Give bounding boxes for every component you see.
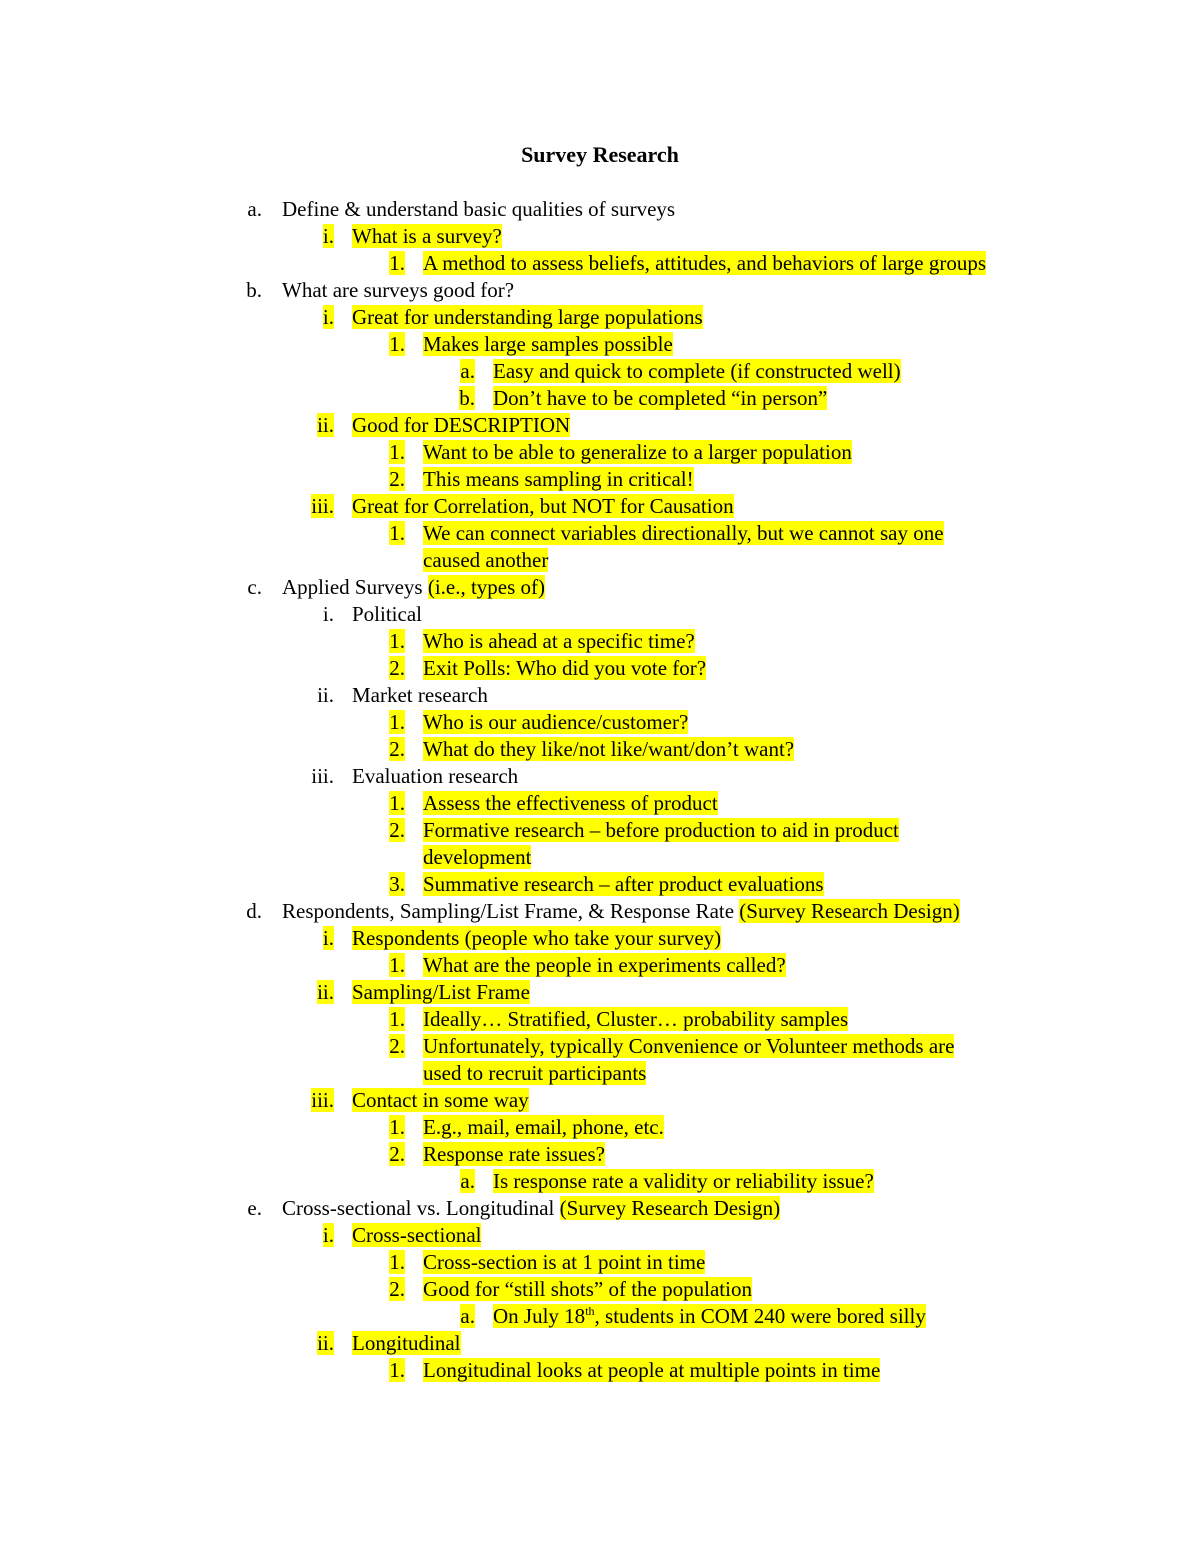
outline-item xyxy=(0,817,1200,844)
outline-item-marker xyxy=(280,1330,334,1357)
item-text: Formative research – before production to aid in product xyxy=(423,818,899,842)
marker-text: 1. xyxy=(389,710,405,734)
item-text-highlighted: (Survey Research Design) xyxy=(739,899,960,923)
outline-item xyxy=(0,682,1200,709)
outline-item-marker xyxy=(440,1303,475,1330)
outline-item-text xyxy=(352,925,721,952)
item-text: Respondents, Sampling/List Frame, & Response Rate xyxy=(282,899,735,923)
outline-item xyxy=(0,1006,1200,1033)
outline-item xyxy=(0,601,1200,628)
outline-item-marker xyxy=(280,925,334,952)
marker-text: iii. xyxy=(311,494,334,518)
outline-item-text xyxy=(423,520,944,547)
outline-item xyxy=(0,898,1200,925)
outline-item-marker xyxy=(370,466,405,493)
outline-item xyxy=(0,1330,1200,1357)
item-text: What is a survey? xyxy=(352,224,502,248)
item-text: Don’t have to be completed “in person” xyxy=(493,386,828,410)
item-text: Want to be able to generalize to a larger population xyxy=(423,440,852,464)
outline-item-marker xyxy=(200,574,262,601)
marker-text: 1. xyxy=(389,1250,405,1274)
outline-item-text xyxy=(423,1249,705,1276)
outline-item xyxy=(0,331,1200,358)
item-text: Longitudinal xyxy=(352,1331,461,1355)
outline-item-text xyxy=(423,250,986,277)
outline-item-marker xyxy=(280,304,334,331)
item-text: Sampling/List Frame xyxy=(352,980,530,1004)
outline-item xyxy=(0,304,1200,331)
item-text: What do they like/not like/want/don’t want? xyxy=(423,737,795,761)
outline-item xyxy=(0,385,1200,412)
item-text: Unfortunately, typically Convenience or Volunteer methods are xyxy=(423,1034,955,1058)
item-text: Cross-section is at 1 point in time xyxy=(423,1250,706,1274)
item-text: Evaluation research xyxy=(352,764,519,788)
outline-item-text xyxy=(352,1330,461,1357)
item-text: What are surveys good for? xyxy=(282,278,515,302)
outline-item-text xyxy=(423,547,548,574)
outline-item xyxy=(0,1033,1200,1060)
outline-item xyxy=(0,439,1200,466)
item-text: caused another xyxy=(423,548,549,572)
marker-text: 1. xyxy=(389,1115,405,1139)
item-text: A method to assess beliefs, attitudes, and behaviors of large groups xyxy=(423,251,987,275)
item-text: Summative research – after product evaluations xyxy=(423,872,824,896)
marker-text: 1. xyxy=(389,629,405,653)
marker-text: iii. xyxy=(311,1088,334,1112)
marker-text: i. xyxy=(322,602,334,626)
outline-item-text xyxy=(423,1276,752,1303)
marker-text: 2. xyxy=(389,467,405,491)
marker-text: 1. xyxy=(389,1007,405,1031)
outline-item xyxy=(0,763,1200,790)
outline-item xyxy=(0,1276,1200,1303)
marker-text: i. xyxy=(322,1223,334,1247)
outline-item-marker xyxy=(370,1249,405,1276)
marker-text: 1. xyxy=(389,791,405,815)
outline-item xyxy=(0,493,1200,520)
outline-item xyxy=(0,250,1200,277)
outline-item xyxy=(0,1249,1200,1276)
marker-text: i. xyxy=(322,926,334,950)
outline-item-marker xyxy=(280,763,334,790)
outline-item-text xyxy=(352,1087,529,1114)
outline-item-marker xyxy=(370,817,405,844)
outline-item-marker xyxy=(440,1168,475,1195)
outline-item xyxy=(0,412,1200,439)
outline-item-text xyxy=(423,1006,848,1033)
outline-item xyxy=(0,547,1200,574)
outline-item-marker xyxy=(200,277,262,304)
item-text: Applied Surveys xyxy=(282,575,423,599)
outline-item-text xyxy=(423,1060,646,1087)
outline-item-text xyxy=(423,439,852,466)
outline-item-marker xyxy=(200,898,262,925)
item-text: Cross-sectional vs. Longitudinal xyxy=(282,1196,555,1220)
item-text: What are the people in experiments called? xyxy=(423,953,786,977)
marker-text: 1. xyxy=(389,953,405,977)
outline-item-text xyxy=(423,790,718,817)
outline-item xyxy=(0,1222,1200,1249)
outline-item-marker xyxy=(370,1357,405,1384)
outline-item xyxy=(0,466,1200,493)
marker-text: 2. xyxy=(389,1277,405,1301)
item-text: Who is our audience/customer? xyxy=(423,710,689,734)
outline-item-marker xyxy=(370,331,405,358)
page-title: Survey Research xyxy=(521,142,679,167)
outline-item-marker xyxy=(370,1006,405,1033)
outline-item-text xyxy=(352,601,422,628)
item-text: Great for understanding large populations xyxy=(352,305,703,329)
outline-item-marker xyxy=(370,952,405,979)
marker-text: 2. xyxy=(389,1034,405,1058)
item-text: Ideally… Stratified, Cluster… probability samples xyxy=(423,1007,849,1031)
outline-item xyxy=(0,952,1200,979)
item-text: Response rate issues? xyxy=(423,1142,605,1166)
item-text: Contact in some way xyxy=(352,1088,529,1112)
marker-text: b. xyxy=(246,278,262,302)
item-text: We can connect variables directionally, but we cannot say one xyxy=(423,521,944,545)
marker-text: iii. xyxy=(311,764,334,788)
marker-text: ii. xyxy=(317,1331,334,1355)
marker-text: i. xyxy=(322,224,334,248)
outline-item-text xyxy=(423,1141,605,1168)
outline-item-text xyxy=(352,493,734,520)
item-text-highlighted: (Survey Research Design) xyxy=(559,1196,781,1220)
outline-item-marker xyxy=(440,358,475,385)
outline-item xyxy=(0,1357,1200,1384)
outline-item-text xyxy=(423,1033,954,1060)
outline-item-text xyxy=(352,763,518,790)
item-text: Market research xyxy=(352,683,488,707)
outline-item xyxy=(0,844,1200,871)
outline-item-marker xyxy=(370,1276,405,1303)
outline-item-marker xyxy=(370,1141,405,1168)
marker-text: ii. xyxy=(317,413,334,437)
outline-item-text xyxy=(423,331,673,358)
item-text: Great for Correlation, but NOT for Causation xyxy=(352,494,734,518)
outline-item-marker xyxy=(370,1033,405,1060)
outline-item-text xyxy=(493,358,901,385)
outline-item-text xyxy=(423,1114,664,1141)
outline-item-text xyxy=(423,628,695,655)
outline-item xyxy=(0,1087,1200,1114)
marker-text: 2. xyxy=(389,737,405,761)
outline-item-text xyxy=(282,277,514,304)
marker-text: d. xyxy=(246,899,262,923)
outline-item-text xyxy=(423,1357,880,1384)
outline-item xyxy=(0,871,1200,898)
outline-item-text xyxy=(423,952,786,979)
outline-item-marker xyxy=(370,628,405,655)
outline-item-marker xyxy=(370,736,405,763)
outline-item-text xyxy=(423,736,794,763)
outline-item-marker xyxy=(370,439,405,466)
outline-item-marker xyxy=(280,682,334,709)
marker-text: 3. xyxy=(389,872,405,896)
item-text: Good for DESCRIPTION xyxy=(352,413,571,437)
marker-text: a. xyxy=(460,359,475,383)
outline-item-marker xyxy=(280,1222,334,1249)
outline-item xyxy=(0,1168,1200,1195)
outline-item-text xyxy=(423,655,706,682)
marker-text: a. xyxy=(247,197,262,221)
marker-text: 1. xyxy=(389,332,405,356)
outline-item-text xyxy=(282,1195,780,1222)
item-text: Cross-sectional xyxy=(352,1223,482,1247)
outline-item-marker xyxy=(370,520,405,547)
outline-item-marker xyxy=(200,196,262,223)
item-text: Exit Polls: Who did you vote for? xyxy=(423,656,707,680)
outline-item xyxy=(0,1060,1200,1087)
outline-item xyxy=(0,520,1200,547)
superscript: th xyxy=(585,1304,595,1318)
marker-text: 1. xyxy=(389,251,405,275)
item-text: Longitudinal looks at people at multiple points in time xyxy=(423,1358,881,1382)
outline-item-text xyxy=(352,223,502,250)
marker-text: c. xyxy=(247,575,262,599)
outline-item-marker xyxy=(280,979,334,1006)
item-text: Good for “still shots” of the population xyxy=(423,1277,752,1301)
outline-item xyxy=(0,925,1200,952)
outline-item-marker xyxy=(280,601,334,628)
outline-item-text xyxy=(282,574,545,601)
marker-text: 1. xyxy=(389,1358,405,1382)
outline-item xyxy=(0,223,1200,250)
outline-item-text xyxy=(352,682,488,709)
outline-item-text xyxy=(352,1222,481,1249)
item-text: E.g., mail, email, phone, etc. xyxy=(423,1115,664,1139)
outline-item-text xyxy=(493,1303,926,1330)
item-text: Is response rate a validity or reliability issue? xyxy=(493,1169,874,1193)
marker-text: 2. xyxy=(389,656,405,680)
marker-text: a. xyxy=(460,1169,475,1193)
item-text: Respondents (people who take your survey) xyxy=(352,926,722,950)
item-text: On July 18th, students in COM 240 were bored silly xyxy=(493,1304,926,1328)
item-text: Easy and quick to complete (if constructed well) xyxy=(493,359,901,383)
marker-text: e. xyxy=(247,1196,262,1220)
outline-item-text xyxy=(352,304,703,331)
outline-list xyxy=(0,196,1200,1384)
item-text: development xyxy=(423,845,532,869)
outline-item xyxy=(0,574,1200,601)
outline-item-text xyxy=(282,196,675,223)
outline-item-text xyxy=(493,1168,874,1195)
item-text: Who is ahead at a specific time? xyxy=(423,629,695,653)
outline-item xyxy=(0,1303,1200,1330)
outline-item-marker xyxy=(370,1114,405,1141)
item-text: Makes large samples possible xyxy=(423,332,673,356)
outline-item-marker xyxy=(370,250,405,277)
outline-item-marker xyxy=(280,412,334,439)
outline-item-text xyxy=(282,898,960,925)
marker-text: b. xyxy=(459,386,475,410)
outline-item-text xyxy=(423,844,531,871)
item-text: Define & understand basic qualities of surveys xyxy=(282,197,676,221)
outline-item xyxy=(0,1114,1200,1141)
outline-item-text xyxy=(352,412,570,439)
outline-item xyxy=(0,277,1200,304)
outline-item xyxy=(0,979,1200,1006)
outline-item-text xyxy=(493,385,827,412)
item-text: used to recruit participants xyxy=(423,1061,647,1085)
marker-text: 1. xyxy=(389,440,405,464)
outline-item-text xyxy=(352,979,530,1006)
item-text: Assess the effectiveness of product xyxy=(423,791,718,815)
outline-item xyxy=(0,736,1200,763)
outline-item xyxy=(0,1141,1200,1168)
outline-item-marker xyxy=(280,493,334,520)
outline-item xyxy=(0,1195,1200,1222)
marker-text: a. xyxy=(460,1304,475,1328)
outline-item-marker xyxy=(370,790,405,817)
outline-item-marker xyxy=(370,871,405,898)
outline-item-text xyxy=(423,466,694,493)
outline-item xyxy=(0,358,1200,385)
item-text-highlighted: (i.e., types of) xyxy=(427,575,546,599)
outline-item-marker xyxy=(370,709,405,736)
outline-item-text xyxy=(423,871,824,898)
outline-item xyxy=(0,655,1200,682)
outline-item xyxy=(0,709,1200,736)
outline-item-marker xyxy=(200,1195,262,1222)
marker-text: ii. xyxy=(317,683,334,707)
marker-text: 2. xyxy=(389,818,405,842)
outline-item xyxy=(0,790,1200,817)
outline-item-marker xyxy=(440,385,475,412)
outline-item-text xyxy=(423,709,688,736)
outline-item-text xyxy=(423,817,899,844)
outline-item xyxy=(0,628,1200,655)
outline-item-marker xyxy=(370,655,405,682)
marker-text: i. xyxy=(322,305,334,329)
marker-text: ii. xyxy=(317,980,334,1004)
outline-item-marker xyxy=(280,1087,334,1114)
marker-text: 2. xyxy=(389,1142,405,1166)
outline-item-marker xyxy=(280,223,334,250)
marker-text: 1. xyxy=(389,521,405,545)
outline-item xyxy=(0,196,1200,223)
item-text: Political xyxy=(352,602,422,626)
item-text: This means sampling in critical! xyxy=(423,467,694,491)
